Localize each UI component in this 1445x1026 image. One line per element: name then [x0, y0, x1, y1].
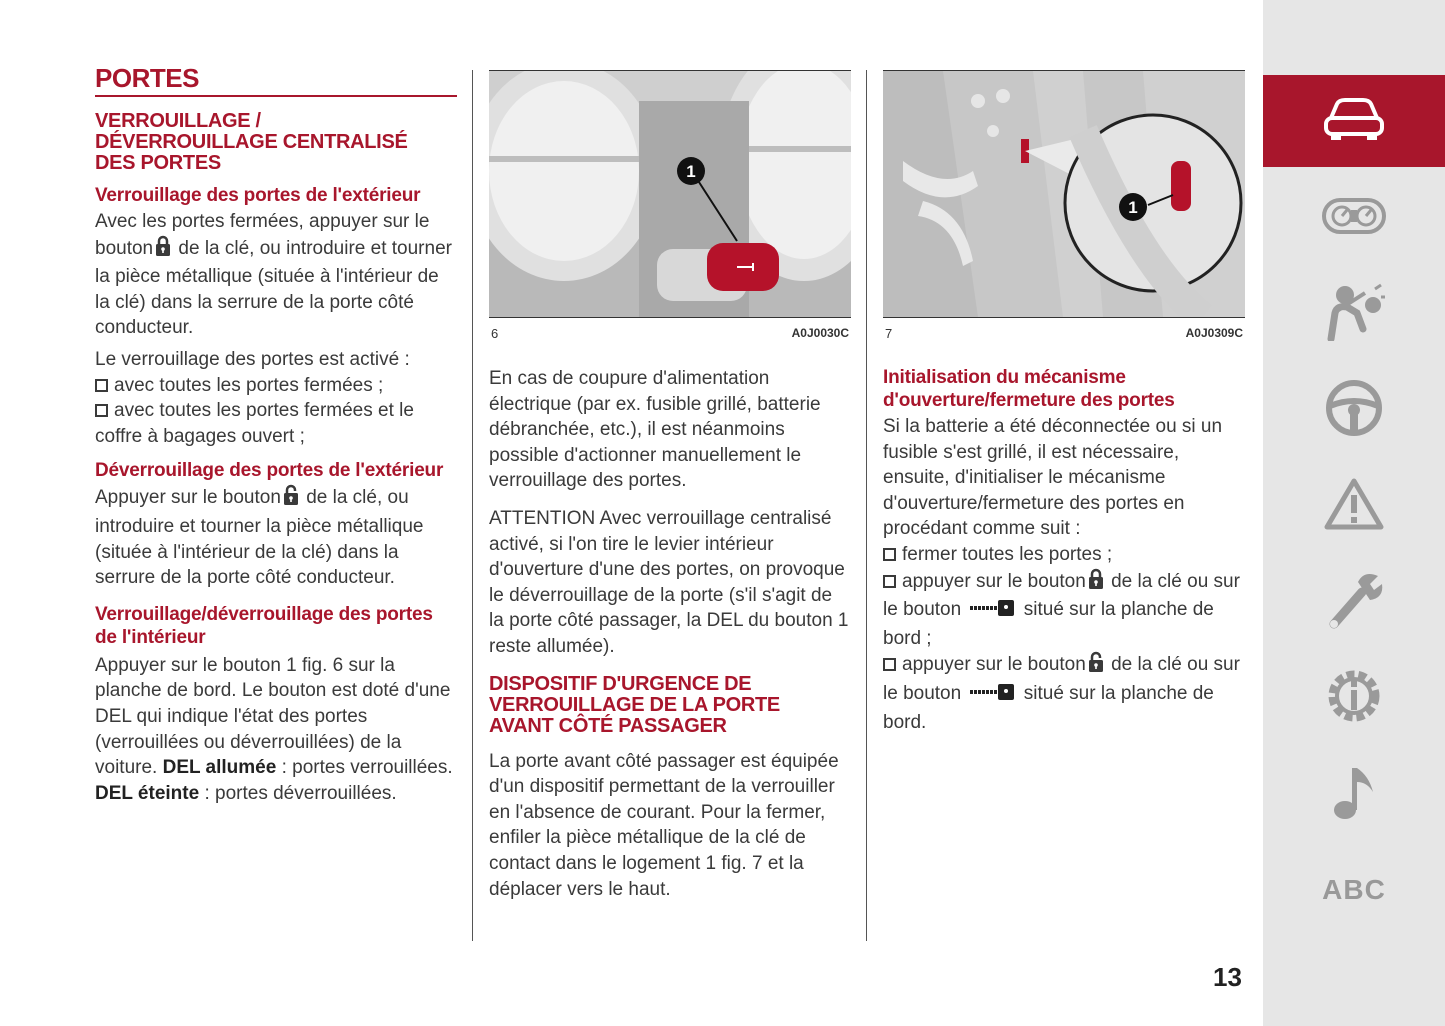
paragraph: [95, 484, 457, 590]
text: fermer toutes les portes ;: [902, 543, 1113, 565]
gear-info-icon: [1323, 665, 1385, 732]
bullet-square-icon: [883, 548, 896, 561]
text: situé sur la planche de bord ;: [883, 599, 1214, 649]
car-icon: [1323, 96, 1385, 147]
airbag-person-icon: [1323, 283, 1385, 346]
padlock-open-icon: [283, 484, 299, 514]
bold-text: DEL allumée: [162, 757, 277, 779]
paragraph: [95, 209, 457, 341]
wrench-icon: [1324, 568, 1384, 637]
text: avec toutes les portes fermées et le coffre à bagages ouvert ;: [95, 400, 414, 447]
paragraph: La porte avant côté passager est équipée d'un dispositif permettant de la verrouiller en l'absence de courant. Pour la fermer, enfiler la pièce métallique de la clé de contact dans le logement 1 fig. 7 et la déplacer vers le haut.: [489, 750, 839, 900]
bullet-square-icon: [883, 658, 896, 671]
column-separator-1: [472, 70, 473, 941]
tab-maintenance[interactable]: [1263, 556, 1445, 648]
figure-code: A0J0030C: [791, 326, 849, 340]
figure-caption: [489, 326, 851, 348]
tab-technical-data[interactable]: [1263, 652, 1445, 744]
page-number: 13: [1213, 962, 1242, 992]
key-lock-icon: [968, 598, 1016, 626]
subsection-lock-inside: Verrouillage/déverrouillage des portes de l'intérieur: [95, 603, 433, 648]
text: : portes déverrouillées.: [204, 782, 397, 804]
text: de la clé, ou introduire et tourner la pièce métallique (située à l'intérieur de la clé) dans la serrure de la porte côté conducteur.: [95, 237, 452, 339]
bold-text: DEL éteinte: [95, 782, 200, 804]
paragraph: [95, 347, 457, 449]
figure-caption: [883, 326, 1245, 348]
paragraph: [95, 653, 457, 807]
tab-driving[interactable]: [1263, 364, 1445, 456]
text: Avec les portes fermées, appuyer sur le bouton: [95, 211, 430, 259]
padlock-closed-icon: [1088, 568, 1104, 598]
tab-warnings[interactable]: [1263, 460, 1445, 552]
figure-7-door-lock: [883, 70, 1245, 318]
tab-car[interactable]: [1263, 75, 1445, 167]
key-unlock-icon: [968, 682, 1016, 710]
text: Si la batterie a été déconnectée ou si un fusible s'est grillé, il est nécessaire, ensuite, d'initialiser le mécanisme d'ouverture/fermeture des portes en procédant comme suit :: [883, 416, 1223, 540]
dashboard-icon: [1322, 196, 1386, 241]
paragraph-attention: ATTENTION Avec verrouillage centralisé activé, si l'on tire le levier intérieur d'ouverture d'une des portes, on provoque le déverrouillage de la porte (s'il s'agit de la porte côté passager, la DEL du bouton 1 reste allumée).: [489, 507, 849, 657]
tab-multimedia[interactable]: [1263, 748, 1445, 840]
text: appuyer sur le bouton: [902, 654, 1086, 676]
column-1: [95, 62, 457, 812]
paragraph: [883, 414, 1245, 735]
page-title: PORTES: [95, 63, 199, 93]
text: avec toutes les portes fermées ;: [114, 374, 384, 396]
text: Le verrouillage des portes est activé :: [95, 348, 410, 370]
chapter-sidebar: [1263, 0, 1445, 1026]
figure-6-dashboard-button: [489, 70, 851, 318]
tab-dashboard[interactable]: [1263, 172, 1445, 264]
bullet-square-icon: [95, 404, 108, 417]
steering-wheel-icon: [1324, 378, 1384, 443]
bullet-square-icon: [95, 379, 108, 392]
column-3: [883, 70, 1245, 741]
text: Appuyer sur le bouton 1 fig. 6 sur la planche de bord. Le bouton est doté d'une DEL qui indique l'état des portes (verrouillées ou déverrouillées) de la voiture.: [95, 654, 451, 779]
text: situé sur la planche de bord.: [883, 682, 1214, 733]
padlock-closed-icon: [155, 235, 171, 265]
figure-callout: 1: [1128, 198, 1138, 217]
tab-safety[interactable]: [1263, 268, 1445, 360]
figure-number: 6: [491, 326, 499, 341]
column-separator-2: [866, 70, 867, 941]
section-title-emergency-device: DISPOSITIF D'URGENCE DE VERROUILLAGE DE LA PORTE AVANT CÔTÉ PASSAGER: [489, 672, 780, 737]
text: appuyer sur le bouton: [902, 570, 1086, 592]
subsection-lock-outside: Verrouillage des portes de l'extérieur: [95, 185, 421, 206]
figure-number: 7: [885, 326, 893, 341]
tab-index[interactable]: [1263, 844, 1445, 936]
bullet-square-icon: [883, 575, 896, 588]
music-note-icon: [1329, 762, 1379, 827]
figure-callout: 1: [686, 162, 696, 181]
index-label: ABC: [1322, 874, 1386, 905]
subsection-unlock-outside: Déverrouillage des portes de l'extérieur: [95, 460, 444, 482]
text: Appuyer sur le bouton: [95, 487, 281, 509]
padlock-open-icon: [1088, 651, 1104, 681]
section-title-central-locking: VERROUILLAGE / DÉVERROUILLAGE CENTRALISÉ DES PORTES: [95, 110, 408, 174]
title-rule: [95, 95, 457, 97]
text: de la clé ou sur le bouton: [883, 654, 1240, 704]
text: : portes verrouillées.: [281, 757, 453, 779]
warning-triangle-icon: [1324, 477, 1384, 536]
text: de la clé, ou introduire et tourner la pièce métallique (située à l'intérieur de la clé) dans la serrure de la porte côté conducteur.: [95, 487, 424, 589]
column-2: [489, 70, 851, 908]
subsection-initialisation: Initialisation du mécanisme d'ouverture/fermeture des portes: [883, 367, 1175, 411]
text: de la clé ou sur le bouton: [883, 570, 1240, 621]
figure-code: A0J0309C: [1185, 326, 1243, 340]
paragraph: En cas de coupure d'alimentation électrique (par ex. fusible grillé, batterie débranchée, etc.), il est néanmoins possible d'actionner manuellement le verrouillage des portes.: [489, 368, 821, 492]
